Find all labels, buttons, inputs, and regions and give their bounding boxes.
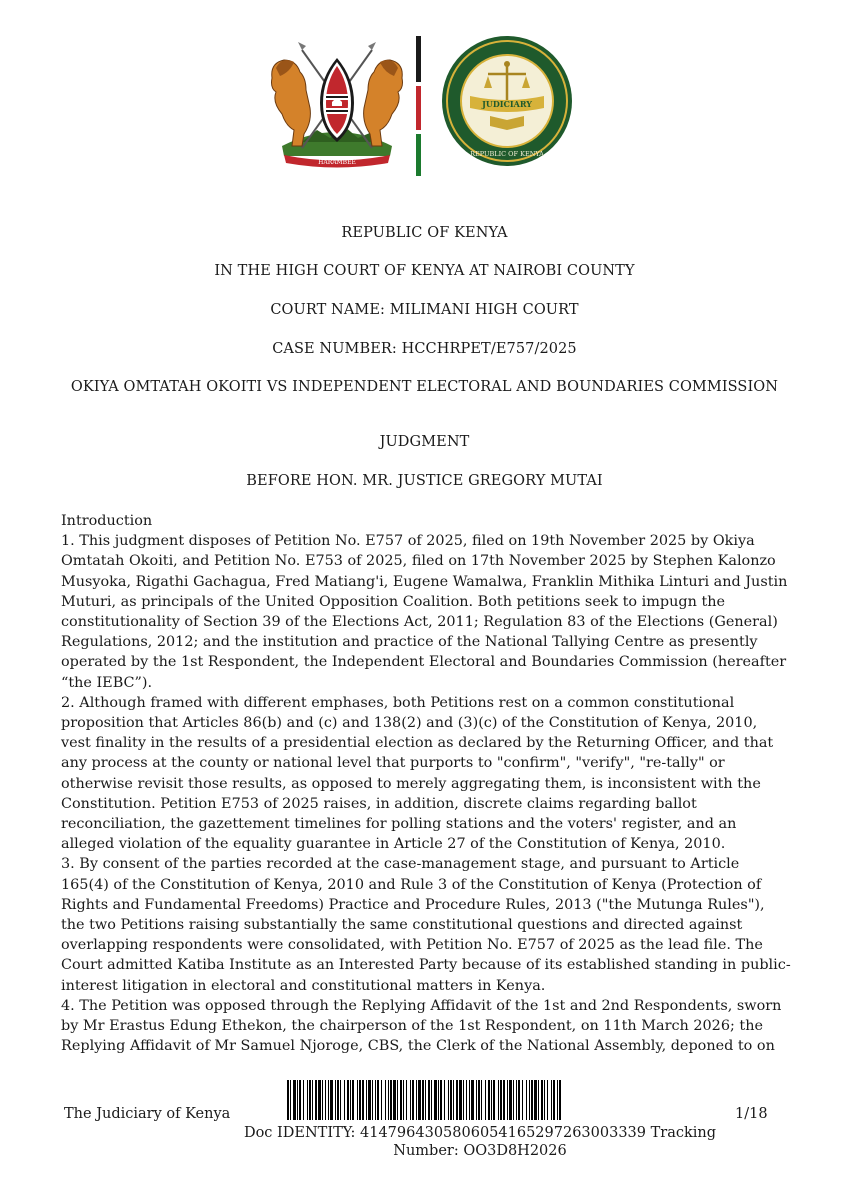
barcode-bar	[397, 1080, 398, 1120]
barcode-bar	[448, 1080, 449, 1120]
barcode-bar	[500, 1080, 502, 1120]
barcode-bar	[350, 1080, 351, 1120]
barcode-bar	[330, 1080, 333, 1120]
doc-identity: Doc IDENTITY: 4147964305806054165297263003339 Tracking Number: OO3D8H2026	[243, 1125, 717, 1159]
barcode-bar	[337, 1080, 339, 1120]
barcode-bar	[418, 1080, 421, 1120]
page-number: 1/18	[735, 1106, 768, 1122]
barcode-bar	[318, 1080, 321, 1120]
barcode-bar	[400, 1080, 402, 1120]
barcode-bar	[359, 1080, 361, 1120]
judiciary-seal-icon	[440, 34, 574, 168]
barcode-bar	[559, 1080, 561, 1120]
barcode-bar	[335, 1080, 336, 1120]
bench: BEFORE HON. MR. JUSTICE GREGORY MUTAI	[246, 473, 603, 489]
barcode-bar	[431, 1080, 432, 1120]
barcode-bar	[509, 1080, 512, 1120]
case-number: CASE NUMBER: HCCHRPET/E757/2025	[272, 341, 577, 357]
barcode-bar	[366, 1080, 367, 1120]
barcode-bar	[344, 1080, 345, 1120]
barcode-bar	[290, 1080, 291, 1120]
barcode-bar	[531, 1080, 533, 1120]
barcode-bar	[488, 1080, 490, 1120]
barcode-bar	[322, 1080, 323, 1120]
barcode-bar	[403, 1080, 404, 1120]
barcode-bar	[557, 1080, 558, 1120]
kenya-coat-of-arms-icon	[262, 38, 412, 168]
barcode-bar	[453, 1080, 454, 1120]
barcode-bar	[410, 1080, 411, 1120]
barcode-bar	[312, 1080, 313, 1120]
document-type: JUDGMENT	[379, 434, 470, 450]
barcode-bar	[287, 1080, 289, 1120]
barcode-bar	[352, 1080, 354, 1120]
barcode-bar	[476, 1080, 477, 1120]
barcode-bar	[307, 1080, 308, 1120]
barcode-bar	[428, 1080, 430, 1120]
barcode-bar	[422, 1080, 424, 1120]
barcode-bar	[315, 1080, 317, 1120]
barcode-bar	[388, 1080, 389, 1120]
barcode-bar	[547, 1080, 548, 1120]
barcode-bar	[425, 1080, 426, 1120]
barcode-bar	[416, 1080, 417, 1120]
barcode-bar	[438, 1080, 439, 1120]
seal-top-text: JUDICIARY	[482, 99, 532, 109]
barcode-bar	[377, 1080, 379, 1120]
barcode-bar	[551, 1080, 552, 1120]
barcode-bar	[516, 1080, 517, 1120]
flag-divider-icon	[416, 36, 421, 176]
footer-judiciary: The Judiciary of Kenya	[64, 1106, 231, 1122]
barcode-bar	[328, 1080, 329, 1120]
barcode-bar	[485, 1080, 486, 1120]
barcode-bar	[450, 1080, 452, 1120]
republic-heading: REPUBLIC OF KENYA	[341, 225, 508, 241]
barcode-bar	[362, 1080, 364, 1120]
barcode-bar	[372, 1080, 373, 1120]
barcode-bar	[481, 1080, 482, 1120]
barcode-bar	[357, 1080, 358, 1120]
barcode-bar	[393, 1080, 396, 1120]
barcode-bar	[293, 1080, 296, 1120]
paragraph-3: 3. By consent of the parties recorded at the case-management stage, and pursuant to Article 165(4) of the Constitution of Kenya, 2010 and Rule 3 of the Constitution of Kenya (Protection of Rights and Fundamental Freedoms) Practice and Procedure Rules, 2013 ("the Mutunga Rules"), the two Petitions raising substantially the same constitutional questions and directed against overlapping respondents were consolidated, with Petition No. E757 of 2025 as the lead file. The Court admitted Katiba Institute as an Interested Party because of its established standing in public-interest litigation in electoral and constitutional matters in Kenya.	[61, 856, 791, 994]
court-heading: IN THE HIGH COURT OF KENYA AT NAIROBI COUNTY	[214, 263, 635, 279]
barcode-bar	[368, 1080, 371, 1120]
emblems-header	[0, 32, 849, 172]
paragraph-2: 2. Although framed with different emphases, both Petitions rest on a common constitutional proposition that Articles 86(b) and (c) and 138(2) and (3)(c) of the Constitution of Kenya, 2010, vest finality in the results of a presidential election as declared by the Returning Officer, and that any process at the county or national level that purports to "confirm", "verify", "re-tally" or otherwise revisit those results, as opposed to merely aggregating them, is inconsistent with the Constitution. Petition E753 of 2025 raises, in addition, discrete claims regarding ballot reconciliation, the gazettement timelines for polling stations and the voters' register, and an alleged violation of the equality guarantee in Article 27 of the Constitution of Kenya, 2010.	[61, 694, 774, 853]
barcode-bar	[518, 1080, 520, 1120]
barcode-bar	[440, 1080, 442, 1120]
barcode-bar	[347, 1080, 349, 1120]
barcode-bar	[541, 1080, 543, 1120]
barcode-bar	[375, 1080, 376, 1120]
barcode-bar	[309, 1080, 311, 1120]
barcode-bar	[469, 1080, 470, 1120]
barcode-bar	[325, 1080, 326, 1120]
barcode-bar	[385, 1080, 386, 1120]
barcode-bar	[491, 1080, 492, 1120]
barcode-bar	[303, 1080, 304, 1120]
barcode-bar	[544, 1080, 545, 1120]
barcode-bar	[498, 1080, 499, 1120]
barcode-bar	[493, 1080, 495, 1120]
barcode-bar	[299, 1080, 301, 1120]
barcode-bar	[471, 1080, 474, 1120]
paragraph-1: 1. This judgment disposes of Petition No. E757 of 2025, filed on 19th November 2025 by Okiya Omtatah Okoiti, and Petition No. E753 of 2025, filed on 17th November 2025 by Stephen Kalonzo Musyoka, Rigathi Gachagua, Fred Matiang'i, Eugene Wamalwa, Franklin Mithika Linturi and Justin Muturi, as principals of the United Opposition Coalition. Both petitions seek to impugn the constitutionality of Section 39 of the Elections Act, 2011; Regulation 83 of the Elections (General) Regulations, 2012; and the institution and practice of the National Tallying Centre as presently operated by the 1st Respondent, the Independent Electoral and Boundaries Commission (hereafter “the IEBC”).	[61, 533, 788, 691]
barcode-bar	[538, 1080, 539, 1120]
barcode-bar	[507, 1080, 508, 1120]
case-parties: OKIYA OMTATAH OKOITI VS INDEPENDENT ELECTORAL AND BOUNDARIES COMMISSION	[70, 379, 779, 395]
barcode-bar	[522, 1080, 523, 1120]
barcode-bar	[456, 1080, 458, 1120]
barcode-bar	[553, 1080, 555, 1120]
barcode-bar	[503, 1080, 505, 1120]
barcode-icon	[287, 1080, 561, 1120]
barcode-bar	[340, 1080, 341, 1120]
barcode-bar	[478, 1080, 480, 1120]
barcode-bar	[513, 1080, 514, 1120]
barcode-bar	[412, 1080, 414, 1120]
paragraph-4: 4. The Petition was opposed through the Replying Affidavit of the 1st and 2nd Respondents, sworn by Mr Erastus Edung Ethekon, the chairperson of the 1st Respondent, on 11th March 2026; the Replying Affidavit of Mr Samuel Njoroge, CBS, the Clerk of the National Assembly, deponed to on	[61, 997, 782, 1055]
barcode-bar	[529, 1080, 530, 1120]
judgment-body	[61, 511, 791, 1056]
seal-bottom-text: REPUBLIC OF KENYA	[470, 150, 544, 158]
motto-text: HARAMBEE	[318, 159, 356, 166]
barcode-bar	[534, 1080, 537, 1120]
barcode-bar	[434, 1080, 437, 1120]
barcode-bar	[390, 1080, 392, 1120]
court-name: COURT NAME: MILIMANI HIGH COURT	[270, 302, 579, 318]
section-heading: Introduction	[61, 513, 153, 529]
barcode-bar	[297, 1080, 298, 1120]
barcode-bar	[459, 1080, 462, 1120]
barcode-bar	[406, 1080, 407, 1120]
barcode-bar	[444, 1080, 445, 1120]
barcode-bar	[381, 1080, 382, 1120]
barcode-bar	[526, 1080, 527, 1120]
barcode-bar	[463, 1080, 464, 1120]
barcode-bar	[466, 1080, 467, 1120]
